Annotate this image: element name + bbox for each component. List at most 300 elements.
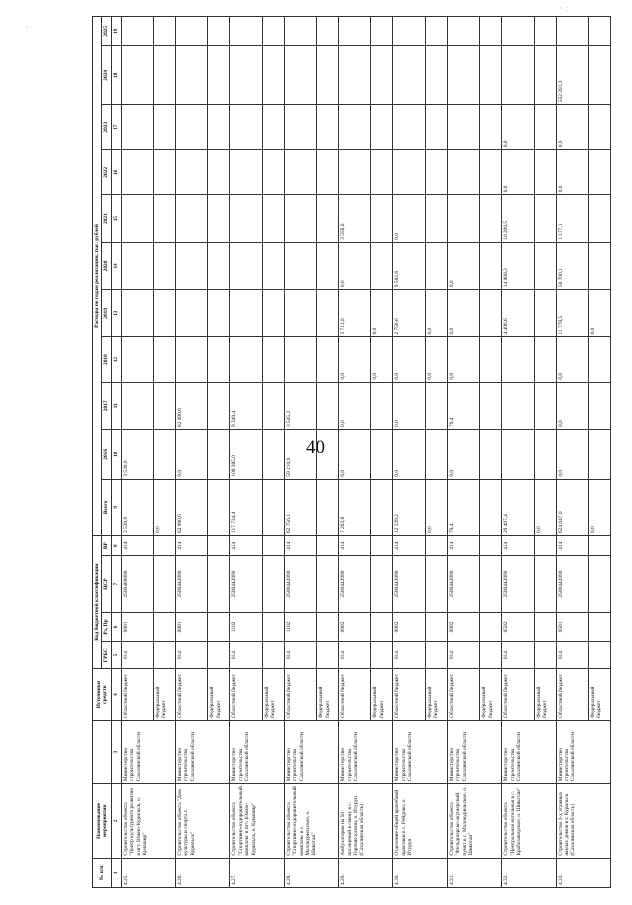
expense-value bbox=[208, 150, 230, 195]
code-csr: 2500460090 bbox=[121, 556, 153, 612]
funding-source: Федеральный бюджет bbox=[317, 669, 339, 721]
expense-value bbox=[262, 430, 284, 480]
column-number: 16 bbox=[111, 150, 121, 195]
expense-value bbox=[317, 150, 339, 195]
expense-value bbox=[176, 195, 208, 242]
code-vr: 414 bbox=[284, 536, 316, 556]
expense-value bbox=[480, 242, 502, 289]
measure-name: Строительство 3-х этажных жилых домов в г. Курильск (Сахалинская область) bbox=[556, 784, 611, 858]
measure-name: Строительство объекта "Центр культурного развития в пгт. Южно-Курильск, о. Кунашир" bbox=[121, 784, 175, 858]
code-grbs bbox=[208, 642, 230, 669]
expense-value bbox=[284, 150, 316, 195]
code-csr bbox=[425, 556, 447, 612]
table-row bbox=[339, 17, 371, 888]
code-rz-pr bbox=[371, 612, 393, 641]
code-csr: 2500442090 bbox=[502, 556, 534, 612]
code-csr: 2500442090 bbox=[447, 556, 479, 612]
executor-name: Министерство строительства Сахалинской области bbox=[284, 721, 338, 784]
expense-value: 0,0 bbox=[371, 337, 393, 382]
expense-value bbox=[393, 150, 425, 195]
row-number: 4.33. bbox=[556, 858, 611, 887]
executor-name: Министерство строительства Сахалинской области bbox=[121, 721, 175, 784]
code-vr bbox=[262, 536, 284, 556]
column-number: 13 bbox=[111, 290, 121, 337]
code-csr bbox=[208, 556, 230, 612]
expense-value bbox=[154, 46, 176, 105]
code-vr: 414 bbox=[502, 536, 534, 556]
expense-value bbox=[556, 17, 588, 46]
code-grbs bbox=[588, 642, 610, 669]
expense-value: 9 582,6 bbox=[393, 242, 425, 289]
expense-value bbox=[534, 105, 556, 150]
expense-value bbox=[262, 195, 284, 242]
expense-value bbox=[121, 195, 153, 242]
expense-value bbox=[317, 242, 339, 289]
expense-value bbox=[121, 150, 153, 195]
header-num: № п/п bbox=[93, 858, 112, 887]
code-vr bbox=[480, 536, 502, 556]
expense-value bbox=[502, 46, 534, 105]
code-grbs: 014 bbox=[556, 642, 588, 669]
expense-value bbox=[208, 479, 230, 535]
expense-value: 0,0 bbox=[556, 150, 588, 195]
code-vr bbox=[371, 536, 393, 556]
column-number: 10 bbox=[111, 430, 121, 480]
code-vr bbox=[208, 536, 230, 556]
budget-table bbox=[92, 16, 611, 888]
expense-value bbox=[425, 382, 447, 429]
expense-value bbox=[502, 430, 534, 480]
expense-value bbox=[208, 337, 230, 382]
executor-name: Министерство строительства Сахалинской области bbox=[447, 721, 501, 784]
header-code-col: ЦСР bbox=[102, 556, 111, 612]
expense-value bbox=[588, 382, 610, 429]
expense-value bbox=[371, 382, 393, 429]
column-number: 18 bbox=[111, 46, 121, 105]
funding-source: Федеральный бюджет bbox=[208, 669, 230, 721]
expense-value bbox=[230, 150, 262, 195]
expense-value bbox=[262, 290, 284, 337]
expense-value: 0,0 bbox=[447, 290, 479, 337]
code-rz-pr: 0902 bbox=[339, 612, 371, 641]
code-rz-pr bbox=[317, 612, 339, 641]
expense-value bbox=[371, 430, 393, 480]
expense-value: 0,0 bbox=[393, 337, 425, 382]
table-row bbox=[556, 17, 588, 888]
expense-value bbox=[339, 46, 371, 105]
code-vr bbox=[534, 536, 556, 556]
expense-value bbox=[317, 46, 339, 105]
funding-source: Федеральный бюджет bbox=[588, 669, 610, 721]
row-number: 4.25. bbox=[121, 858, 175, 887]
expense-value bbox=[480, 479, 502, 535]
expense-value bbox=[262, 337, 284, 382]
expense-value bbox=[176, 150, 208, 195]
expense-value: 3 713,8 bbox=[339, 290, 371, 337]
scan-noise-mark: , · bbox=[26, 20, 36, 29]
expense-value: 0,0 bbox=[154, 479, 176, 535]
expense-value bbox=[176, 290, 208, 337]
expense-value: 0,0 bbox=[556, 337, 588, 382]
code-vr bbox=[154, 536, 176, 556]
column-number: 2 bbox=[111, 784, 121, 858]
expense-value: 3 545,2 bbox=[284, 382, 316, 429]
code-grbs bbox=[317, 642, 339, 669]
expense-value bbox=[154, 17, 176, 46]
measure-name: Строительство объекта "Центральная котельная в с. Крабозаводское, о. Шикотан" bbox=[502, 784, 556, 858]
expense-value bbox=[588, 150, 610, 195]
funding-source: Областной бюджет bbox=[284, 669, 316, 721]
expense-value: 11 778,5 bbox=[556, 290, 588, 337]
expense-value: 0,0 bbox=[502, 150, 534, 195]
code-rz-pr: 0801 bbox=[121, 612, 153, 641]
expense-value bbox=[317, 290, 339, 337]
measure-name: Строительство объекта "Дом культуры и спорта г. Курильск" bbox=[176, 784, 230, 858]
expense-value bbox=[284, 242, 316, 289]
expense-value bbox=[317, 382, 339, 429]
code-csr bbox=[588, 556, 610, 612]
expense-value: 12 339,2 bbox=[393, 479, 425, 535]
code-csr bbox=[534, 556, 556, 612]
expense-value bbox=[425, 17, 447, 46]
column-number: 12 bbox=[111, 337, 121, 382]
expense-value: 29 497,4 bbox=[502, 479, 534, 535]
header-expense-col: 2020 bbox=[102, 242, 111, 289]
expense-value: 9 349,4 bbox=[230, 382, 262, 429]
executor-name: Министерство строительства Сахалинской области bbox=[393, 721, 447, 784]
code-rz-pr bbox=[262, 612, 284, 641]
expense-value bbox=[121, 290, 153, 337]
column-number: 7 bbox=[111, 556, 121, 612]
expense-value: 59 210,9 bbox=[284, 430, 316, 480]
code-csr bbox=[371, 556, 393, 612]
expense-value: 0,0 bbox=[502, 105, 534, 150]
expense-value bbox=[154, 195, 176, 242]
measure-name: Амбулатория на 50 посещений в смену в с. Горячие ключи, о. Итуруп (Сахалинская область) bbox=[339, 784, 393, 858]
expense-value bbox=[154, 430, 176, 480]
expense-value: 14 800,3 bbox=[502, 242, 534, 289]
expense-value bbox=[480, 105, 502, 150]
expense-value bbox=[284, 290, 316, 337]
executor-name: Министерство строительства Сахалинской области bbox=[556, 721, 611, 784]
expense-value: 1 177,1 bbox=[556, 195, 588, 242]
expense-value bbox=[534, 290, 556, 337]
code-vr: 414 bbox=[176, 536, 208, 556]
expense-value: 0,0 bbox=[534, 479, 556, 535]
expense-value bbox=[230, 242, 262, 289]
funding-source: Областной бюджет bbox=[447, 669, 479, 721]
expense-value: 62 990,6 bbox=[176, 382, 208, 429]
funding-source: Областной бюджет bbox=[230, 669, 262, 721]
expense-value: 552 391,3 bbox=[556, 46, 588, 105]
measure-name: Строительство объекта "Фельдшерско-акушерский пункт в с. Малокурильское, о. Шикотан" bbox=[447, 784, 501, 858]
funding-source: Областной бюджет bbox=[393, 669, 425, 721]
expense-value: 0,0 bbox=[339, 430, 371, 480]
expense-value bbox=[208, 17, 230, 46]
code-vr bbox=[317, 536, 339, 556]
expense-value bbox=[480, 150, 502, 195]
expense-value bbox=[262, 479, 284, 535]
expense-value bbox=[208, 290, 230, 337]
row-number: 4.30. bbox=[393, 858, 447, 887]
expense-value: 0,0 bbox=[393, 195, 425, 242]
expense-value bbox=[502, 17, 534, 46]
expense-value bbox=[230, 337, 262, 382]
expense-value bbox=[480, 337, 502, 382]
expense-value bbox=[284, 105, 316, 150]
expense-value bbox=[262, 242, 284, 289]
code-rz-pr: 0501 bbox=[556, 612, 588, 641]
expense-value: 0,0 bbox=[588, 290, 610, 337]
code-grbs: 014 bbox=[447, 642, 479, 669]
code-rz-pr bbox=[588, 612, 610, 641]
header-expense-col: 2025 bbox=[102, 17, 111, 46]
code-grbs bbox=[480, 642, 502, 669]
code-grbs: 014 bbox=[230, 642, 262, 669]
column-number: 3 bbox=[111, 721, 121, 784]
expense-value bbox=[371, 195, 393, 242]
expense-value bbox=[230, 46, 262, 105]
header-expense-col: 2018 bbox=[102, 337, 111, 382]
expense-value bbox=[284, 17, 316, 46]
column-number: 5 bbox=[111, 642, 121, 669]
expense-value: 0,0 bbox=[393, 430, 425, 480]
expense-value bbox=[176, 337, 208, 382]
code-rz-pr: 1102 bbox=[284, 612, 316, 641]
code-rz-pr: 1102 bbox=[230, 612, 262, 641]
expense-value bbox=[208, 382, 230, 429]
code-grbs: 014 bbox=[393, 642, 425, 669]
code-vr: 414 bbox=[447, 536, 479, 556]
expense-value bbox=[425, 195, 447, 242]
code-grbs: 014 bbox=[176, 642, 208, 669]
expense-value bbox=[534, 150, 556, 195]
expense-value bbox=[480, 17, 502, 46]
code-grbs bbox=[425, 642, 447, 669]
header-code-col: ГРБС bbox=[102, 642, 111, 669]
code-csr bbox=[317, 556, 339, 612]
expense-value: 7 263,8 bbox=[339, 479, 371, 535]
expense-value bbox=[393, 17, 425, 46]
expense-value: 0,0 bbox=[176, 430, 208, 480]
code-rz-pr: 0502 bbox=[502, 612, 534, 641]
funding-source: Федеральный бюджет bbox=[154, 669, 176, 721]
expense-value bbox=[371, 150, 393, 195]
expense-value bbox=[534, 337, 556, 382]
expense-value bbox=[534, 195, 556, 242]
expense-value bbox=[154, 337, 176, 382]
executor-name: Министерство строительства Сахалинской области bbox=[339, 721, 393, 784]
code-csr bbox=[154, 556, 176, 612]
expense-value bbox=[534, 430, 556, 480]
code-csr: 2500442090 bbox=[393, 556, 425, 612]
expense-value bbox=[502, 337, 534, 382]
code-grbs: 014 bbox=[339, 642, 371, 669]
expense-value: 0,0 bbox=[393, 382, 425, 429]
expense-value bbox=[230, 290, 262, 337]
expense-value bbox=[208, 46, 230, 105]
code-vr: 414 bbox=[556, 536, 588, 556]
code-rz-pr: 0902 bbox=[447, 612, 479, 641]
expense-value bbox=[176, 17, 208, 46]
expense-value bbox=[262, 105, 284, 150]
code-grbs: 014 bbox=[502, 642, 534, 669]
funding-source: Областной бюджет bbox=[176, 669, 208, 721]
expense-value bbox=[208, 242, 230, 289]
code-grbs bbox=[534, 642, 556, 669]
expense-value bbox=[393, 105, 425, 150]
header-expense-col: 2019 bbox=[102, 290, 111, 337]
header-expense-col: 2022 bbox=[102, 150, 111, 195]
header-code-group: Код бюджетной классификации bbox=[93, 536, 102, 669]
code-rz-pr bbox=[154, 612, 176, 641]
expense-value bbox=[284, 195, 316, 242]
column-number: 17 bbox=[111, 105, 121, 150]
header-code-col: ВР bbox=[102, 536, 111, 556]
expense-value: 3 539,0 bbox=[121, 479, 153, 535]
expense-value bbox=[121, 17, 153, 46]
executor-name: Министерство строительства Сахалинской области bbox=[502, 721, 556, 784]
header-code-col: Рз, Пр bbox=[102, 612, 111, 641]
expense-value bbox=[588, 105, 610, 150]
column-number: 19 bbox=[111, 17, 121, 46]
expense-value bbox=[447, 195, 479, 242]
column-number: 14 bbox=[111, 242, 121, 289]
expense-value bbox=[317, 105, 339, 150]
expense-value: 62 756,1 bbox=[284, 479, 316, 535]
expense-value bbox=[447, 105, 479, 150]
expense-value bbox=[121, 242, 153, 289]
expense-value: 0,0 bbox=[339, 242, 371, 289]
page-number: 40 bbox=[306, 437, 325, 458]
expense-value: 0,0 bbox=[371, 290, 393, 337]
code-rz-pr bbox=[425, 612, 447, 641]
table-row bbox=[284, 17, 316, 888]
code-vr: 414 bbox=[230, 536, 262, 556]
expense-value bbox=[154, 105, 176, 150]
expense-value bbox=[425, 105, 447, 150]
code-rz-pr: 0801 bbox=[176, 612, 208, 641]
expense-value: 10 200,5 bbox=[502, 195, 534, 242]
expense-value bbox=[284, 337, 316, 382]
measure-name: Строительство объекта "Спортивно-оздоровительный комплекс в пгт. Южно-Курильск, о. Кунашир" bbox=[230, 784, 284, 858]
expense-value bbox=[208, 105, 230, 150]
expense-value bbox=[588, 337, 610, 382]
code-vr: 414 bbox=[393, 536, 425, 556]
code-rz-pr bbox=[534, 612, 556, 641]
expense-value bbox=[480, 195, 502, 242]
code-csr: 2500442090 bbox=[176, 556, 208, 612]
expense-value bbox=[534, 242, 556, 289]
expense-value bbox=[121, 382, 153, 429]
expense-value bbox=[339, 150, 371, 195]
code-grbs: 014 bbox=[284, 642, 316, 669]
expense-value bbox=[176, 242, 208, 289]
table-row bbox=[393, 17, 425, 888]
header-name: Наименование мероприятия bbox=[93, 784, 112, 858]
expense-value: 0,0 bbox=[425, 479, 447, 535]
header-expense-col: Всего bbox=[102, 479, 111, 535]
expense-value: 79,4 bbox=[447, 479, 479, 535]
code-csr bbox=[480, 556, 502, 612]
document-table-area bbox=[92, 16, 611, 888]
funding-source: Областной бюджет bbox=[121, 669, 153, 721]
code-vr bbox=[425, 536, 447, 556]
expense-value bbox=[447, 46, 479, 105]
column-number: 11 bbox=[111, 382, 121, 429]
row-number: 4.31. bbox=[447, 858, 501, 887]
header-source: Источники средств bbox=[93, 669, 112, 721]
row-number: 4.27. bbox=[230, 858, 284, 887]
code-grbs: 014 bbox=[121, 642, 153, 669]
expense-value bbox=[480, 290, 502, 337]
column-number: 15 bbox=[111, 195, 121, 242]
row-number: 4.32. bbox=[502, 858, 556, 887]
expense-value: 0,0 bbox=[556, 430, 588, 480]
scan-noise-mark: · : ˙ · bbox=[560, 4, 584, 13]
expense-value bbox=[317, 479, 339, 535]
table-row bbox=[502, 17, 534, 888]
expense-value bbox=[121, 46, 153, 105]
expense-value bbox=[176, 46, 208, 105]
code-rz-pr bbox=[208, 612, 230, 641]
funding-source: Федеральный бюджет bbox=[262, 669, 284, 721]
funding-source: Федеральный бюджет bbox=[371, 669, 393, 721]
expense-value bbox=[371, 17, 393, 46]
expense-value bbox=[230, 195, 262, 242]
expense-value bbox=[425, 150, 447, 195]
expense-value bbox=[339, 105, 371, 150]
funding-source: Федеральный бюджет bbox=[480, 669, 502, 721]
column-number: 6 bbox=[111, 612, 121, 641]
expense-value bbox=[208, 430, 230, 480]
expense-value bbox=[339, 17, 371, 46]
header-expense-col: 2021 bbox=[102, 195, 111, 242]
expense-value bbox=[502, 382, 534, 429]
expense-value: 3 550,0 bbox=[339, 195, 371, 242]
code-grbs bbox=[154, 642, 176, 669]
funding-source: Областной бюджет bbox=[339, 669, 371, 721]
table-row bbox=[230, 17, 262, 888]
code-grbs bbox=[262, 642, 284, 669]
expense-value bbox=[371, 479, 393, 535]
code-csr: 2500442090 bbox=[339, 556, 371, 612]
expense-value bbox=[588, 430, 610, 480]
expense-value bbox=[588, 46, 610, 105]
measure-name: Строительство объекта "Спортивно-оздоровительный комплекс в с. Малокурильское, о. Шикотан" bbox=[284, 784, 338, 858]
expense-value: 0,0 bbox=[556, 105, 588, 150]
expense-value bbox=[317, 430, 339, 480]
expense-value bbox=[176, 105, 208, 150]
expense-value bbox=[534, 46, 556, 105]
header-expense-col: 2017 bbox=[102, 382, 111, 429]
code-vr: 414 bbox=[121, 536, 153, 556]
funding-source: Областной бюджет bbox=[502, 669, 534, 721]
expense-value bbox=[534, 382, 556, 429]
expense-value bbox=[154, 150, 176, 195]
expense-value bbox=[121, 337, 153, 382]
expense-value: 0,0 bbox=[339, 382, 371, 429]
expense-value: 79,4 bbox=[447, 382, 479, 429]
expense-value bbox=[447, 17, 479, 46]
header-expense-col: 2024 bbox=[102, 46, 111, 105]
expense-value bbox=[393, 46, 425, 105]
table-row bbox=[447, 17, 479, 888]
expense-value: 4 496,6 bbox=[502, 290, 534, 337]
code-csr bbox=[262, 556, 284, 612]
row-number: 4.29. bbox=[339, 858, 393, 887]
code-rz-pr: 0902 bbox=[393, 612, 425, 641]
